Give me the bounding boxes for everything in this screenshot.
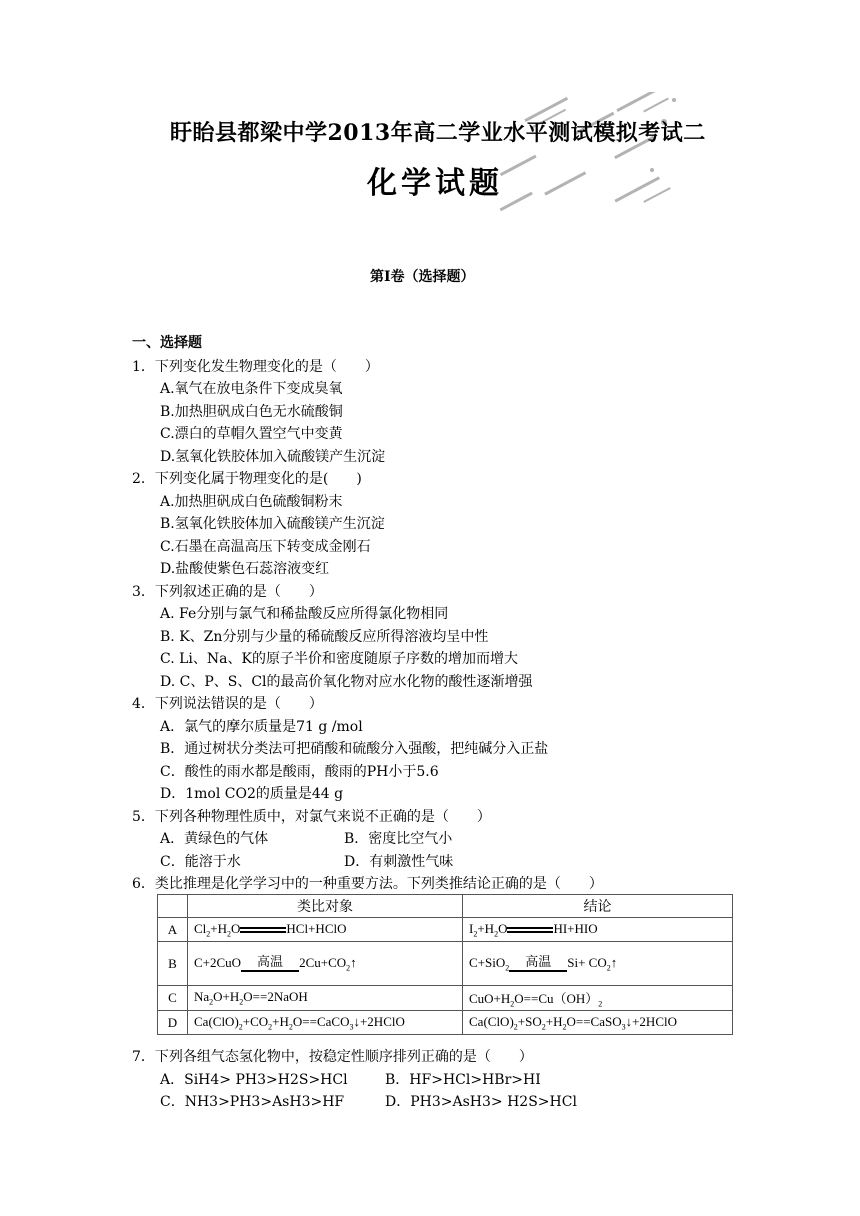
question-3-option-a: A. Fe分别与氯气和稀盐酸反应所得氯化物相同	[160, 606, 449, 622]
question-4-option-d: D．1mol CO2的质量是44 g	[160, 786, 344, 802]
question-4-stem: 4．下列说法错误的是（ ）	[132, 696, 323, 712]
row-label: B	[158, 942, 188, 986]
table-header-analogy: 类比对象	[188, 895, 463, 918]
subject-title: 化学试题	[367, 166, 503, 201]
table-row	[158, 1011, 733, 1035]
high-temperature-condition: 高温	[241, 956, 299, 972]
row-d-conclusion: $Ca(ClO)_2+SO_2+H_2O==CaSO_3↓+2HClO$	[463, 1011, 733, 1035]
row-b-analogy: C+2CuO 高温 $2Cu+CO_2↑$	[188, 942, 463, 986]
question-7-stem: 7．下列各组气态氢化物中，按稳定性顺序排列正确的是（ ）	[132, 1049, 533, 1065]
row-label: D	[158, 1011, 188, 1035]
table-corner-cell	[158, 895, 188, 918]
reversible-arrow-icon	[240, 925, 286, 935]
row-label: C	[158, 986, 188, 1011]
question-1-stem: 1．下列变化发生物理变化的是（ ）	[132, 359, 379, 375]
question-4-option-c: C．酸性的雨水都是酸雨，酸雨的PH小于5.6	[160, 764, 439, 780]
table-header-row	[158, 895, 733, 918]
question-1-option-d: D.氢氧化铁胶体加入硫酸镁产生沉淀	[160, 449, 386, 465]
section-heading: 第Ⅰ卷（选择题）	[370, 269, 475, 285]
question-5-option-a: A．黄绿色的气体	[160, 831, 269, 847]
row-c-conclusion: $CuO+H_2O==Cu(OH)_2$	[463, 986, 733, 1011]
question-2-option-c: C.石墨在高温高压下转变成金刚石	[160, 539, 371, 555]
question-1-option-c: C.漂白的草帽久置空气中变黄	[160, 426, 343, 442]
row-b-conclusion: C+SiO$_2$ 高温 $Si+ CO_2↑$	[463, 942, 733, 986]
analogy-table	[157, 894, 733, 1035]
question-3-option-b: B. K、Zn分别与少量的稀硫酸反应所得溶液均呈中性	[160, 629, 489, 645]
question-5-option-c: C．能溶于水	[160, 854, 241, 870]
question-1-option-a: A.氧气在放电条件下变成臭氧	[160, 381, 343, 397]
table-header-conclusion: 结论	[463, 895, 733, 918]
question-1-option-b: B.加热胆矾成白色无水硫酸铜	[160, 404, 343, 420]
high-temperature-condition: 高温	[509, 956, 567, 972]
question-7-option-d: D．PH3>AsH3> H2S>HCl	[385, 1094, 577, 1110]
question-2-option-d: D.盐酸使紫色石蕊溶液变红	[160, 561, 330, 577]
question-2-option-b: B.氢氧化铁胶体加入硫酸镁产生沉淀	[160, 516, 385, 532]
reversible-arrow-icon	[507, 925, 553, 935]
row-a-analogy: $Cl_2+H_2O$ HCl+HClO	[188, 918, 463, 942]
exam-title: 盱眙县都梁中学2013年高二学业水平测试模拟考试二	[170, 120, 706, 146]
question-7-option-a: A．SiH4> PH3>H2S>HCl	[160, 1072, 348, 1088]
question-5-option-d: D．有刺激性气味	[344, 854, 454, 870]
table-row	[158, 918, 733, 942]
question-6-stem: 6．类比推理是化学学习中的一种重要方法。下列类推结论正确的是（ ）	[132, 876, 603, 892]
question-4-option-a: A．氯气的摩尔质量是71 g /mol	[160, 719, 363, 735]
row-d-analogy: $Ca(ClO)_2+CO_2+H_2O==CaCO_3↓+2HClO$	[188, 1011, 463, 1035]
row-a-conclusion: $I_2+H_2O$ HI+HIO	[463, 918, 733, 942]
row-label: A	[158, 918, 188, 942]
question-7-option-c: C．NH3>PH3>AsH3>HF	[160, 1094, 345, 1110]
question-3-stem: 3．下列叙述正确的是（ ）	[132, 584, 323, 600]
question-5-stem: 5．下列各种物理性质中，对氯气来说不正确的是（ ）	[132, 809, 491, 825]
watermark-stamp	[492, 92, 692, 222]
table-row	[158, 986, 733, 1011]
table-row	[158, 942, 733, 986]
question-3-option-d: D. C、P、S、Cl的最高价氧化物对应水化物的酸性逐渐增强	[160, 674, 533, 690]
question-3-option-c: C. Li、Na、K的原子半价和密度随原子序数的增加而增大	[160, 651, 518, 667]
question-5-option-b: B．密度比空气小	[344, 831, 453, 847]
part-heading: 一、选择题	[132, 335, 202, 351]
row-c-analogy: $Na_2O+H_2O==2NaOH$	[188, 986, 463, 1011]
question-2-stem: 2．下列变化属于物理变化的是( )	[132, 471, 362, 487]
question-2-option-a: A.加热胆矾成白色硫酸铜粉末	[160, 494, 343, 510]
question-4-option-b: B．通过树状分类法可把硝酸和硫酸分入强酸，把纯碱分入正盐	[160, 741, 549, 757]
question-7-option-b: B．HF>HCl>HBr>HI	[385, 1072, 541, 1088]
